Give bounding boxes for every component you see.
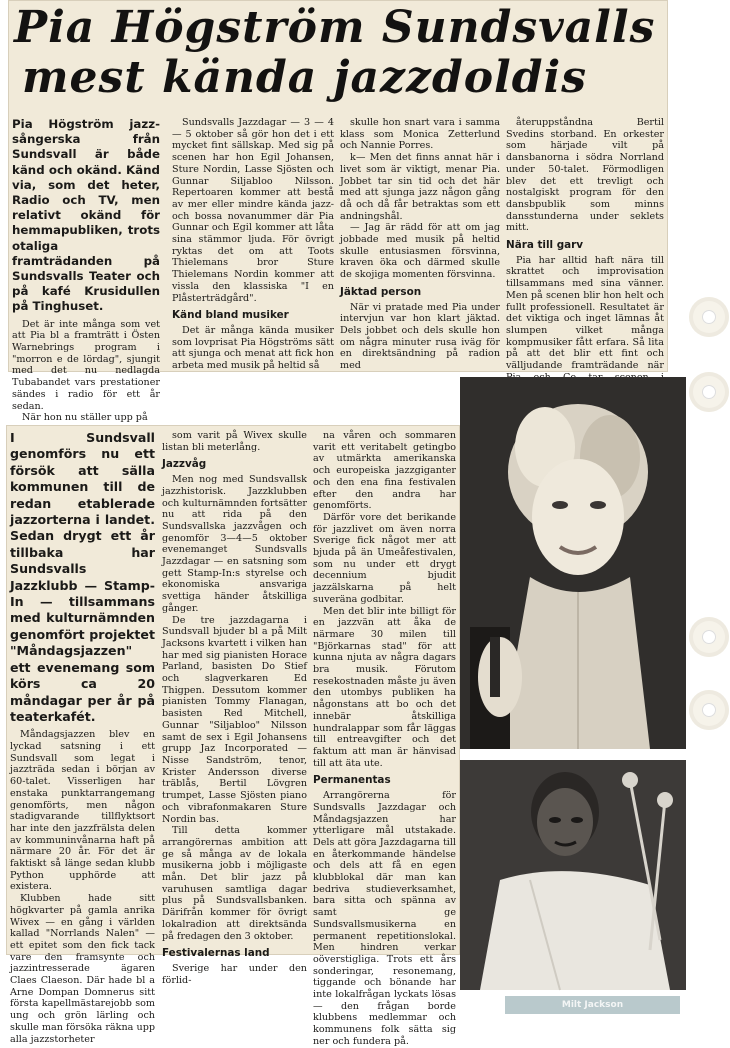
article2-col3-p1: na våren och sommaren varit ett veritabelt getingbo av utmärkta amerikanska och europeiska jazzgiganter och den ena fina festivalen efter den andra har genomförts. [313, 430, 456, 512]
article2-column-3 [313, 430, 456, 1047]
article1-col4b-p1: Pia har alltid haft nära till skrattet och improvisation tillsammans med sina vänner. Men på scenen blir hon helt och fullt professionell. Resultatet är det viktiga och inget lämnas åt slumpen vilket många kompmusiker fått erfara. Så lita på att det blir ett fint och välljudande framträdande när [506, 254, 664, 372]
photo-caption: Milt Jackson [505, 996, 680, 1014]
article1-column-3 [340, 117, 500, 372]
article2-subheading-2: Festivalernas land [162, 947, 270, 960]
article2-column-2 [162, 430, 307, 986]
article2-column-1 [10, 430, 155, 1045]
article2-subheading-1: Jazzvåg [162, 458, 207, 471]
binder-hole-icon [689, 690, 729, 730]
article2-col2b-p2: De tre jazzdagarna i Sundsvall bjuder bl a på Milt Jacksons kvartett i vilken han har med sig pianisten Horace Parland, basisten Do Stief och slagverkaren Ed Thigpen. Dessutom kommer pianisten Tommy Flanagan, basisten Red Mitchell, Gunnar "Siljabloo" Nilsson samt de sex i Egil Johansens grupp Jaz Incorporated — Nisse Sandström, tenor, Krister Andersson diverse träblås, Bertil Lövgren trumpet, Lasse Sjösten piano och vibrafonmakaren Sture Nordin bas. [162, 614, 307, 825]
article2-col1-p2: Klubben hade sitt högkvarter på gamla anrika Wivex — en gång i världen kallad "Norrlands Nalen" — ett epitet som den fick tack vare den framsynte och jazzintresserade ägaren Claes Claeson. Där hade bl a Arne Dompan Domnerus sitt första kapellmästarejobb som ung och grön lärling och skulle man försöka räkna upp alla jazzstorheter [10, 893, 155, 1045]
headline-line-2: mest kända jazzdoldis [22, 52, 588, 103]
article1-col2-p1: Sundsvalls Jazzdagar — 3 — 4 — 5 oktober så gör hon det i ett mycket fint sällskap. Med sig på scenen har hon Egil Johansen, Sture Nordin, Lasse Sjösten och Gunnar Siljabloo Nilsson. Repertoaren kommer att bestå av mer eller mindre kända jazz- och bossa novanummer där Pia Gunnar och Egil kommer att låta sina stämmor ljuda. För övrigt ryktas det om att Toots Thielemans bror Sture Thielemans Nordin kommer att vissla den klassiska "I en Plåsterträdgård". [172, 117, 334, 304]
article1-subheading-1: Känd bland musiker [172, 309, 289, 322]
article1-lead: Pia Högström jazz-sångerska från Sundsvall är både känd och okänd. Känd via, som det heter, Radio och TV, men relativt okänd för hemmapubliken, trots otaliga framträdanden på Sundsvalls Teater och på kafé Krusidullen på Tinghuset. [12, 117, 160, 314]
article1-subheading-3: Nära till garv [506, 239, 584, 252]
article1-col3b-p1: När vi pratade med Pia under intervjun var hon klart jäktad. Dels jobbet och dels skulle hon om några minuter rusa iväg för en direktsändning på radion med [340, 301, 500, 372]
article2-col2b-p1: Men nog med Sundsvallsk jazzhistorisk. Jazzklubben och kulturnämnden fortsätter nu att rida på den Sundsvallska jazzvågen och genomför 3—4—5 oktober evenemanget Sundsvalls Jazzdagar — en satsning som gett Stamp-In:s styrelse och ekonomiska ansvariga svettiga händer åtskilliga gånger. [162, 474, 307, 614]
article1-column-4 [506, 117, 664, 372]
headline-line-1: Pia Högström Sundsvalls [14, 2, 656, 53]
photo-pia-hogstrom [460, 377, 686, 749]
article1-col1-p2: När hon nu ställer upp på [22, 412, 148, 424]
article1-col3-p2: k— Men det finns annat här i livet som är viktigt, menar Pia. Jobbet tar sin tid och det här med att sjunga jazz någon gång då och då får betraktas som ett andningshål. [340, 152, 500, 222]
article1-col3-p1: skulle hon snart vara i samma klass som Monica Zetterlund och Nannie Porres. [340, 117, 500, 152]
article2-col3-p2: Därför vore det berikande för jazzlivet om även norra Sverige fick något mer att bjuda på än Umeåfestivalen, som nu under ett drygt decennium bjudit jazzälskarna på helt suveräna godbitar. [313, 511, 456, 605]
article2-col2c-p1: Sverige har under den förlid- [162, 962, 307, 986]
article1-col1-p1: Det är inte många som vet att Pia bl a framträtt i Östen Warnebrings program i "morron e de lördag", sjungit med det nu nedlagda Tubabandet vars prestationer sändes i radio för ett år sedan. [12, 318, 160, 412]
article1-col2b-p1: Det är många kända musiker som lovprisat Pia Högströms sätt att sjunga och menat att fick hon arbeta med musik på heltid så [172, 324, 334, 372]
article1-column-2 [172, 117, 334, 372]
binder-hole-icon [689, 297, 729, 337]
article1-col3-p3: — Jag är rädd för att om jag jobbade med musik på heltid skulle entusiasmen försvinna, kraven öka och därmed skulle de skojiga momenten försvinna. [340, 222, 500, 281]
article2-subheading-3: Permanentas [313, 774, 391, 787]
article2-col3b-p1: Arrangörerna för Sundsvalls Jazzdagar och Måndagsjazzen har ytterligare mål utstakade. Dels att göra Jazzdagarna till en återkommande händelse och dels att få en egen klubblokal där man kan bedriva studieverksamhet, bara sitta och spänna av samt ge Sundsvallsmusikerna en permanent repetitionslokal. Men hindren verkar oöverstigliga. Trots ett års sonderingar, resonemang, tiggande och bönande har inte lokalfrågan lyckats lösas — den frågan borde klubbens medlemmar och kommunens folk sätta sig ner och fundera på. [313, 790, 456, 1047]
article1-column-1 [12, 117, 160, 424]
binder-hole-icon [689, 617, 729, 657]
article2-col1-p1: Måndagsjazzen blev en lyckad satsning i ett Sundsvall som legat i jazzträda sedan i början av 60-talet. Visserligen har enstaka punktarrangemang genomförts, men någon stadigvarande tillflyktsort har inte den jazzfrälsta delen av kommuninvånarna haft på närmare 20 år. För det är faktiskt så länge sedan klubb Python upphörde att existera. [10, 729, 155, 893]
article2-col2b-p3: Till detta kommer arrangörernas ambition att ge så många av de lokala musikerna jobb i möjligaste mån. Det blir jazz på varuhusen samtliga dagar plus på Sundsvallsbanken. Därifrån kommer för övrigt lokalradion att direktsända på fredagen den 3 oktober. [162, 825, 307, 942]
article1-col4-p1: återuppståndna Bertil Svedins storband. En orkester som härjade vilt på dansbanorna i södra Norrland under 50-talet. Förmodligen blev det ett trevligt och nostalgiskt program för den dansbpublik som minns dansstunderna under seklets mitt. [506, 117, 664, 234]
article2-lead: I Sundsvall genomförs nu ett försök att sälla kommunen till de redan etablerade jazzorterna i landet. Sedan drygt ett år tillbaka har Sundsvalls Jazzklubb — Stamp-In — tillsammans med kulturnämnden genomfört projektet "Måndagsjazzen" ett evenemang som körs ca 20 måndagar per år på teaterkafét. [10, 430, 155, 724]
article1-subheading-2: Jäktad person [340, 285, 422, 298]
article2-col3-p3: Men det blir inte billigt för en jazzvän att åka de närmare 30 milen till "Björkarnas stad" för att kunna njuta av några dagars bra musik. Förutom resekostnaden måste ju även den utombys publiken ha någonstans att bo och det innebär åtskilliga hundralappar som får läggas till entreavgifter och det faktum att man är hänvisad till att äta ute. [313, 605, 456, 769]
article2-col2-p1: som varit på Wivex skulle listan bli meterlång. [162, 430, 307, 453]
photo-milt-jackson [460, 760, 686, 990]
binder-hole-icon [689, 372, 729, 412]
